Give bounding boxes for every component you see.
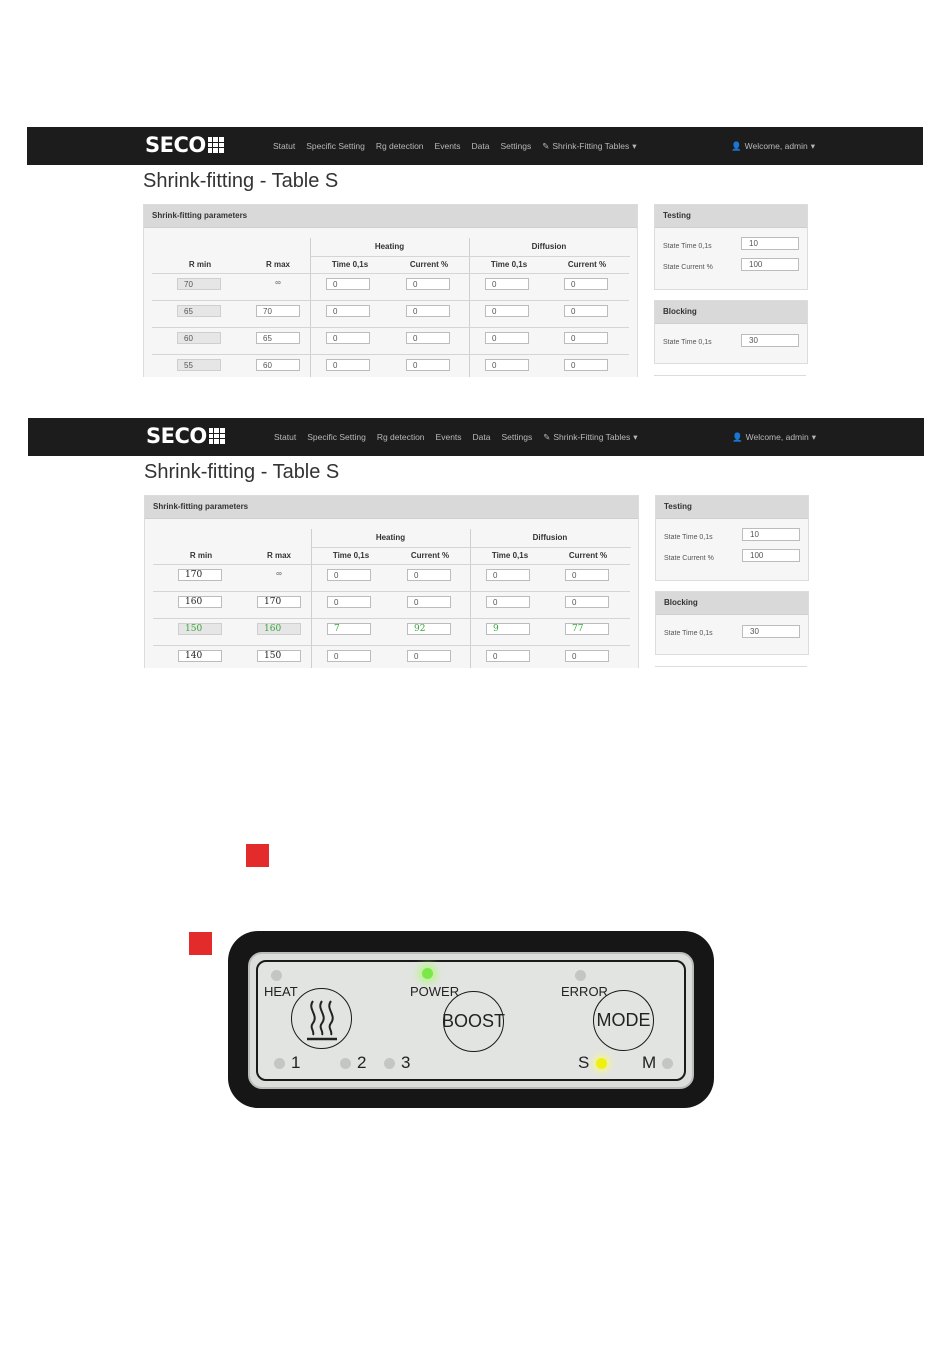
diffusion-current-input[interactable]: 0 (565, 650, 609, 662)
diffusion-time-input[interactable]: 0 (486, 650, 530, 662)
rmin-cell: 70 (177, 278, 221, 290)
blocking-title: Blocking (655, 301, 807, 324)
user-menu[interactable]: 👤 Welcome, admin ▾ (731, 140, 816, 151)
user-icon: 👤 (731, 140, 742, 151)
heat-led (271, 970, 282, 981)
state-time-input[interactable]: 30 (742, 625, 800, 638)
caret-down-icon: ▾ (633, 431, 638, 442)
mode-m-led (662, 1058, 673, 1069)
screenshot-2 (28, 418, 924, 668)
state-time-input[interactable]: 10 (742, 528, 800, 541)
rmin-cell: 65 (177, 305, 221, 317)
diffusion-current-input[interactable]: 0 (565, 596, 609, 608)
heating-time-input[interactable]: 0 (327, 650, 371, 662)
page-title: Shrink-fitting - Table S (143, 170, 339, 192)
level-2-led (340, 1058, 351, 1069)
power-led (422, 968, 433, 979)
heating-current-input[interactable]: 0 (406, 359, 450, 371)
diffusion-current-input[interactable]: 0 (565, 569, 609, 581)
col-diffusion-current: Current % (567, 260, 607, 269)
state-time-label: State Time 0,1s (664, 534, 713, 541)
rmin-input[interactable]: 170 (178, 569, 222, 581)
nav-data[interactable]: Data (472, 432, 491, 442)
control-panel-device (228, 931, 714, 1108)
group-diffusion: Diffusion (532, 533, 568, 542)
heating-time-input[interactable]: 0 (327, 596, 371, 608)
col-r-min: R min (189, 551, 213, 560)
heating-current-input[interactable]: 0 (406, 305, 450, 317)
heating-current-input[interactable]: 0 (407, 650, 451, 662)
heating-time-input[interactable]: 0 (326, 305, 370, 317)
pencil-icon: ✎ (543, 431, 551, 442)
blocking-panel (655, 591, 809, 655)
nav-menu (273, 127, 659, 165)
testing-title: Testing (655, 205, 807, 228)
caret-down-icon: ▾ (810, 140, 816, 151)
heating-current-input-active[interactable]: 92 (407, 623, 451, 635)
col-heating-current: Current % (409, 260, 449, 269)
seco-logo[interactable]: SECO (146, 426, 225, 446)
shrink-fitting-parameters-panel (143, 204, 638, 377)
screenshot-1 (27, 127, 923, 377)
rmin-cell: 55 (177, 359, 221, 371)
heating-current-input[interactable]: 0 (406, 332, 450, 344)
nav-statut[interactable]: Statut (274, 432, 297, 442)
rmax-input[interactable]: 60 (256, 359, 300, 371)
state-current-input[interactable]: 100 (741, 258, 799, 271)
diffusion-time-input-active[interactable]: 9 (486, 623, 530, 635)
nav-data[interactable]: Data (471, 141, 490, 151)
red-marker-square (189, 932, 212, 955)
mode-s-led (596, 1058, 607, 1069)
col-heating-time: Time 0,1s (331, 260, 369, 269)
testing-title: Testing (656, 496, 808, 519)
diffusion-time-input[interactable]: 0 (485, 278, 529, 290)
diffusion-time-input[interactable]: 0 (485, 305, 529, 317)
rmin-cell: 60 (177, 332, 221, 344)
level-3-led (384, 1058, 395, 1069)
rmax-cell-active: 160 (257, 623, 301, 635)
nav-specific-setting[interactable]: Specific Setting (307, 432, 366, 442)
level-1-led (274, 1058, 285, 1069)
diffusion-current-input[interactable]: 0 (564, 305, 608, 317)
seco-logo[interactable]: SECO (145, 135, 224, 155)
heating-current-input[interactable]: 0 (407, 596, 451, 608)
state-time-input[interactable]: 30 (741, 334, 799, 347)
rmax-input[interactable]: 65 (256, 332, 300, 344)
boost-button[interactable]: BOOST (443, 991, 504, 1052)
heat-button[interactable] (291, 988, 352, 1049)
rmax-infinity: ∞ (276, 569, 282, 578)
mode-s-label: S (578, 1053, 590, 1072)
state-current-label: State Current % (664, 555, 714, 562)
state-time-label: State Time 0,1s (663, 339, 712, 346)
nav-shrink-fitting-tables[interactable]: ✎ Shrink-Fitting Tables ▾ (542, 140, 637, 151)
nav-settings[interactable]: Settings (500, 141, 532, 151)
diffusion-current-input[interactable]: 0 (564, 332, 608, 344)
rmin-input[interactable]: 160 (178, 596, 222, 608)
heating-time-input[interactable]: 0 (327, 569, 371, 581)
nav-rg-detection[interactable]: Rg detection (375, 141, 424, 151)
group-diffusion: Diffusion (531, 242, 567, 251)
heating-time-input[interactable]: 0 (326, 359, 370, 371)
col-diffusion-time: Time 0,1s (490, 260, 528, 269)
blocking-panel (654, 300, 808, 364)
mode-button[interactable]: MODE (593, 990, 654, 1051)
nav-specific-setting[interactable]: Specific Setting (306, 141, 365, 151)
logo-grid-icon (209, 428, 225, 444)
panel-title: Shrink-fitting parameters (144, 205, 637, 228)
nav-rg-detection[interactable]: Rg detection (376, 432, 425, 442)
rmax-input[interactable]: 150 (257, 650, 301, 662)
mode-m-label: M (642, 1053, 657, 1072)
caret-down-icon: ▾ (632, 140, 637, 151)
rmax-input[interactable]: 170 (257, 596, 301, 608)
diffusion-time-input[interactable]: 0 (486, 569, 530, 581)
heating-current-input[interactable]: 0 (407, 569, 451, 581)
page-title: Shrink-fitting - Table S (144, 461, 340, 483)
level-1-label: 1 (291, 1053, 301, 1072)
blocking-title: Blocking (656, 592, 808, 615)
shrink-fitting-parameters-panel (144, 495, 639, 668)
col-diffusion-time: Time 0,1s (491, 551, 529, 560)
panel-title: Shrink-fitting parameters (145, 496, 638, 519)
user-icon: 👤 (732, 431, 743, 442)
logo-grid-icon (208, 137, 224, 153)
heating-current-input[interactable]: 0 (406, 278, 450, 290)
heating-time-input-active[interactable]: 7 (327, 623, 371, 635)
red-marker-square (246, 844, 269, 867)
nav-statut[interactable]: Statut (273, 141, 296, 151)
col-heating-time: Time 0,1s (332, 551, 370, 560)
state-current-input[interactable]: 100 (742, 549, 800, 562)
nav-shrink-fitting-tables[interactable]: ✎ Shrink-Fitting Tables ▾ (543, 431, 638, 442)
col-r-max: R max (266, 551, 291, 560)
diffusion-current-input-active[interactable]: 77 (565, 623, 609, 635)
user-menu[interactable]: 👤 Welcome, admin ▾ (732, 431, 817, 442)
level-3-label: 3 (401, 1053, 411, 1072)
heat-label: HEAT (264, 984, 298, 999)
power-label: POWER (410, 984, 460, 999)
nav-events[interactable]: Events (435, 432, 462, 442)
caret-down-icon: ▾ (811, 431, 817, 442)
nav-menu (274, 418, 660, 456)
state-time-input[interactable]: 10 (741, 237, 799, 250)
diffusion-time-input[interactable]: 0 (486, 596, 530, 608)
col-diffusion-current: Current % (568, 551, 608, 560)
diffusion-current-input[interactable]: 0 (564, 278, 608, 290)
rmax-infinity: ∞ (275, 278, 281, 287)
heating-time-input[interactable]: 0 (326, 332, 370, 344)
pencil-icon: ✎ (542, 140, 550, 151)
level-2-label: 2 (357, 1053, 367, 1072)
error-label: ERROR (561, 984, 608, 999)
testing-panel (655, 495, 809, 581)
rmax-input[interactable]: 70 (256, 305, 300, 317)
group-heating: Heating (375, 533, 406, 542)
diffusion-time-input[interactable]: 0 (485, 359, 529, 371)
diffusion-time-input[interactable]: 0 (485, 332, 529, 344)
group-heating: Heating (374, 242, 405, 251)
nav-settings[interactable]: Settings (501, 432, 533, 442)
nav-events[interactable]: Events (434, 141, 461, 151)
heat-waves-icon (303, 997, 341, 1041)
state-current-label: State Current % (663, 264, 713, 271)
navbar (28, 418, 924, 456)
state-time-label: State Time 0,1s (664, 630, 713, 637)
rmin-input[interactable]: 140 (178, 650, 222, 662)
testing-panel (654, 204, 808, 290)
navbar (27, 127, 923, 165)
error-led (575, 970, 586, 981)
col-r-max: R max (265, 260, 290, 269)
diffusion-current-input[interactable]: 0 (564, 359, 608, 371)
state-time-label: State Time 0,1s (663, 243, 712, 250)
col-heating-current: Current % (410, 551, 450, 560)
heating-time-input[interactable]: 0 (326, 278, 370, 290)
rmin-cell-active: 150 (178, 623, 222, 635)
col-r-min: R min (188, 260, 212, 269)
